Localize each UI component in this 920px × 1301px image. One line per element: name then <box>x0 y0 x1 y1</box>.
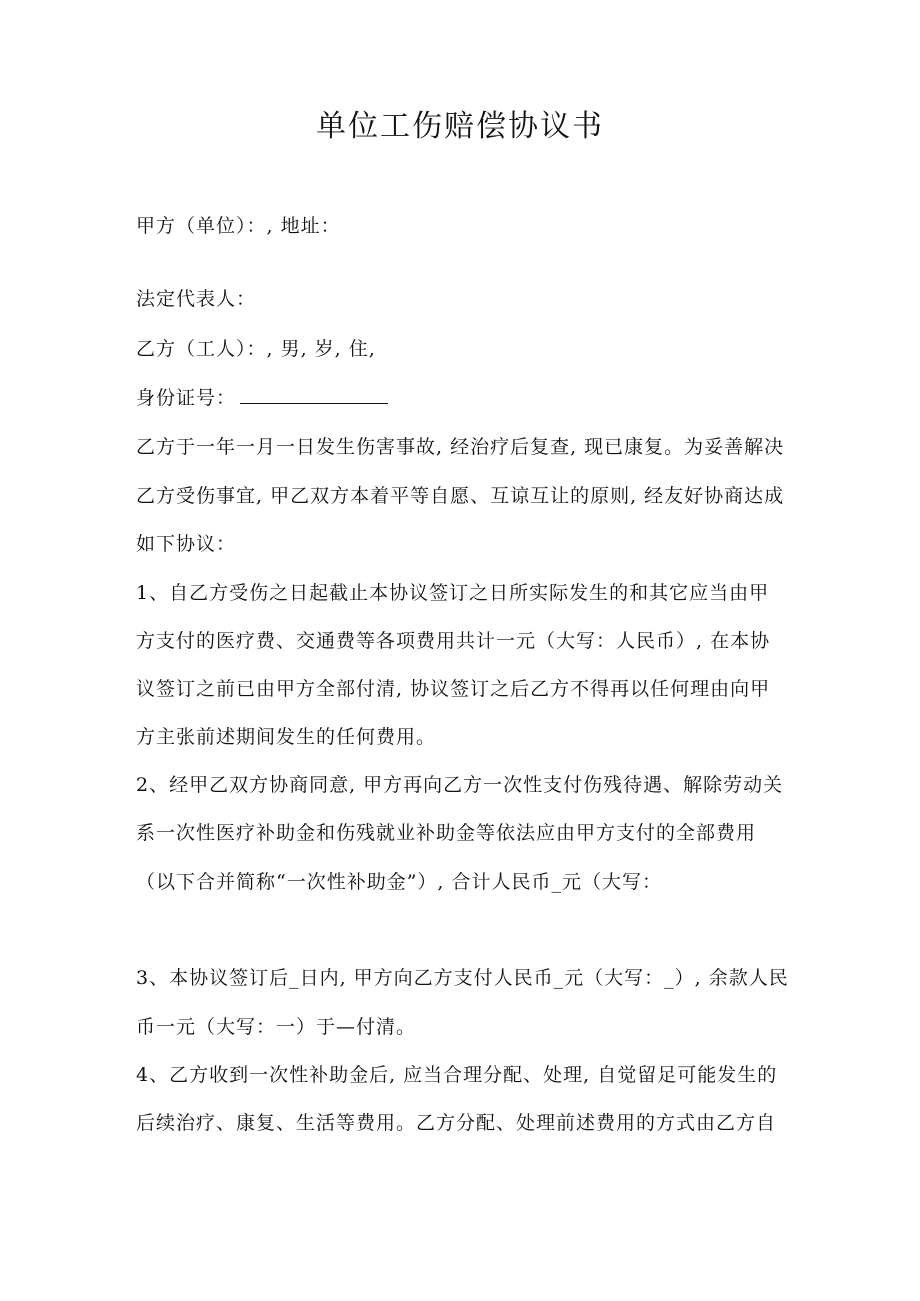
party-b-line: 乙方（工人）：, 男, 岁, 住, <box>136 338 376 360</box>
intro-line: 乙方于一年一月一日发生伤害事故, 经治疗后复查, 现已康复。为妥善解决 <box>136 436 785 458</box>
id-number-blank <box>240 385 388 404</box>
document-title: 单位工伤赔偿协议书 <box>316 109 604 144</box>
intro-line: 乙方受伤事宜, 甲乙双方本着平等自愿、互谅互让的原则, 经友好协商达成 <box>136 485 785 507</box>
legal-representative-line: 法定代表人： <box>136 288 257 310</box>
clause-2-line: 2、经甲乙双方协商同意, 甲方再向乙方一次性支付伤残待遇、解除劳动关 <box>136 774 784 796</box>
party-a-line: 甲方（单位）：, 地址： <box>136 215 341 237</box>
clause-4-line: 后续治疗、康复、生活等费用。乙方分配、处理前述费用的方式由乙方自 <box>136 1112 777 1134</box>
clause-1-line: 方主张前述期间发生的任何费用。 <box>136 726 437 748</box>
clause-1-line: 议签订之前已由甲方全部付清, 协议签订之后乙方不得再以任何理由向甲 <box>136 678 771 700</box>
clause-1-line: 1、自乙方受伤之日起截止本协议签订之日所实际发生的和其它应当由甲 <box>136 582 770 604</box>
clause-2-line: 系一次性医疗补助金和伤残就业补助金等依法应由甲方支付的全部费用 <box>136 822 757 844</box>
clause-3-line: 币一元（大写：一）于—付清。 <box>136 1016 417 1038</box>
clause-4-line: 4、乙方收到一次性补助金后, 应当合理分配、处理, 自觉留足可能发生的 <box>136 1064 778 1086</box>
id-number-line <box>136 384 786 412</box>
clause-3-line: 3、本协议签订后_日内, 甲方向乙方支付人民币_元（大写：_）, 余款人民 <box>136 967 789 989</box>
id-number-label: 身份证号： <box>136 387 237 409</box>
intro-line: 如下协议： <box>136 533 237 555</box>
clause-1-line: 方支付的医疗费、交通费等各项费用共计一元（大写：人民币）, 在本协 <box>136 630 771 652</box>
clause-2-line: （以下合并简称“一次性补助金”）, 合计人民币_元（大写： <box>136 871 663 893</box>
